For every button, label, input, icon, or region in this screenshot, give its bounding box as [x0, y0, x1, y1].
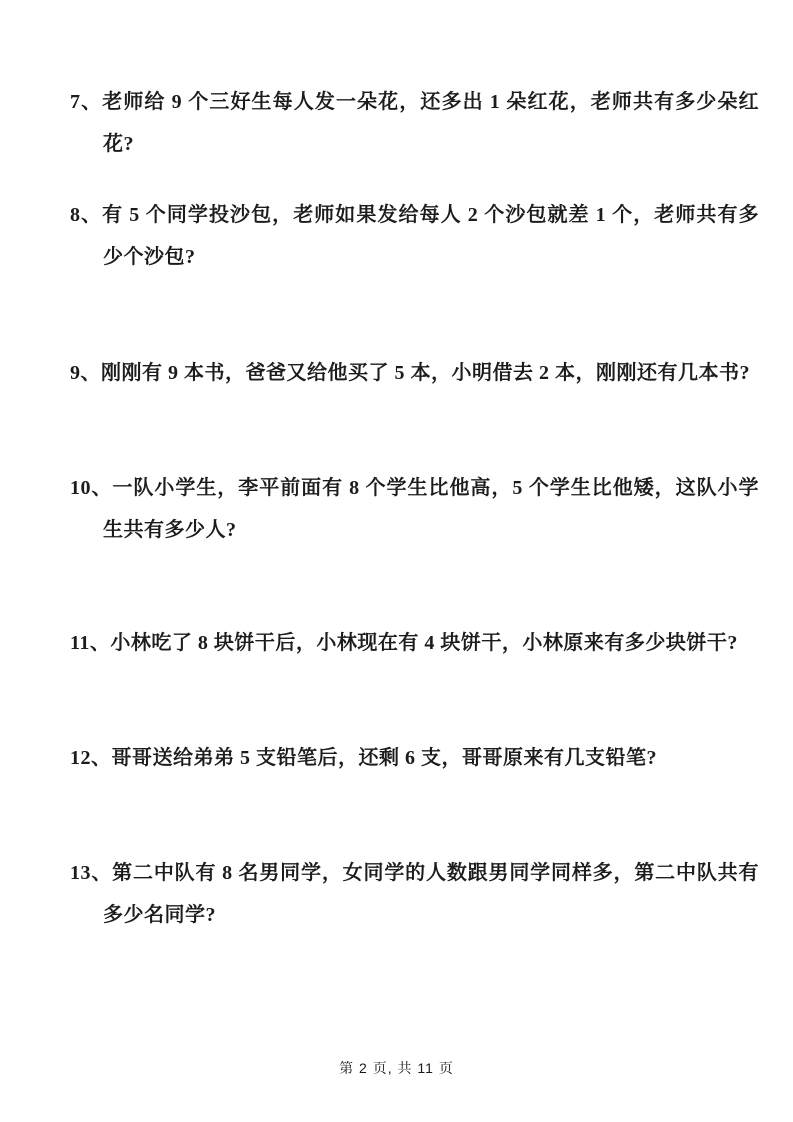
- question-number: 13、: [70, 862, 113, 884]
- page-number-text: 第 2 页, 共 11 页: [339, 1060, 454, 1076]
- question-9: [70, 352, 759, 394]
- question-10: [70, 467, 759, 551]
- question-number: 7、: [70, 91, 103, 113]
- question-text: 刚刚有 9 本书，爸爸又给他买了 5 本，小明借去 2 本，刚刚还有几本书?: [101, 362, 750, 384]
- question-number: 8、: [70, 204, 103, 226]
- question-text: 一队小学生，李平前面有 8 个学生比他高，5 个学生比他矮，这队小学生共有多少人?: [103, 477, 760, 541]
- question-number: 11、: [70, 632, 111, 654]
- question-text: 老师给 9 个三好生每人发一朵花，还多出 1 朵红花，老师共有多少朵红花?: [102, 91, 760, 155]
- question-text: 有 5 个同学投沙包，老师如果发给每人 2 个沙包就差 1 个，老师共有多少个沙包?: [102, 204, 760, 268]
- question-number: 9、: [70, 362, 101, 384]
- question-12: [70, 737, 759, 779]
- question-8: [70, 194, 759, 278]
- page-footer: [0, 1058, 793, 1078]
- question-13: [70, 852, 759, 936]
- question-number: 10、: [70, 477, 113, 499]
- question-text: 哥哥送给弟弟 5 支铅笔后，还剩 6 支，哥哥原来有几支铅笔?: [111, 747, 657, 769]
- question-7: [70, 81, 759, 165]
- question-11: [70, 622, 759, 664]
- question-number: 12、: [70, 747, 112, 769]
- question-text: 第二中队有 8 名男同学，女同学的人数跟男同学同样多，第二中队共有多少名同学?: [103, 862, 760, 926]
- question-text: 小林吃了 8 块饼干后，小林现在有 4 块饼干，小林原来有多少块饼干?: [110, 632, 738, 654]
